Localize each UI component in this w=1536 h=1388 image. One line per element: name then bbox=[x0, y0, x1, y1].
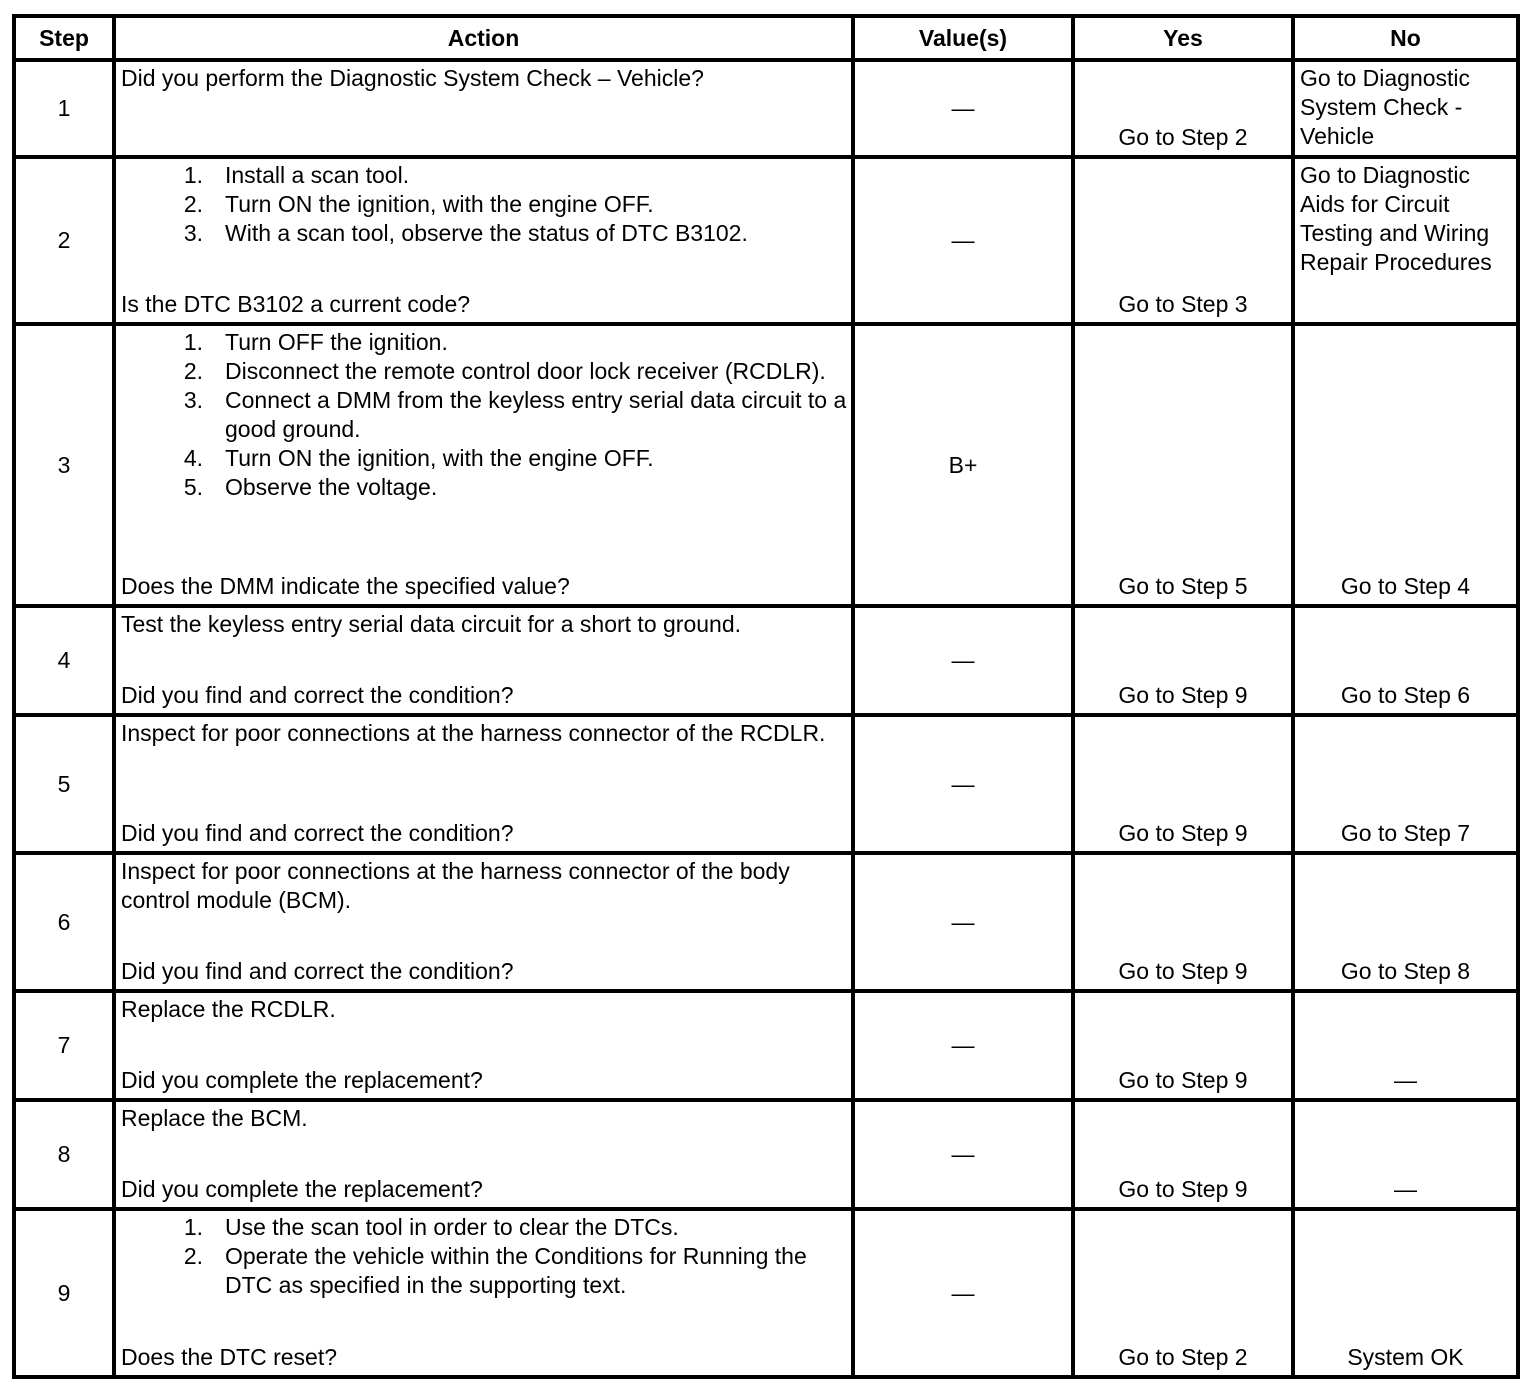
action-cell bbox=[114, 715, 853, 853]
yes-action: Go to Step 3 bbox=[1118, 291, 1248, 317]
action-step-number: 3. bbox=[183, 387, 203, 413]
step-number: 2 bbox=[14, 157, 114, 324]
table-row bbox=[14, 157, 1518, 324]
action-cell bbox=[114, 606, 853, 715]
action-step-item bbox=[121, 328, 847, 357]
no-action: Go to Step 8 bbox=[1340, 958, 1471, 984]
action-question: Did you find and correct the condition? bbox=[121, 958, 514, 984]
action-step-item bbox=[121, 357, 847, 386]
step-number: 3 bbox=[14, 324, 114, 606]
action-step-number: 5. bbox=[183, 474, 203, 500]
no-action: System OK bbox=[1347, 1344, 1464, 1370]
no-action: — bbox=[1394, 1067, 1417, 1093]
action-step-item bbox=[121, 219, 847, 248]
table-row bbox=[14, 1100, 1518, 1209]
action-step-text: Turn ON the ignition, with the engine OFF. bbox=[225, 445, 654, 471]
table-row bbox=[14, 324, 1518, 606]
action-step-text: Connect a DMM from the keyless entry serial data circuit to a good ground. bbox=[225, 387, 847, 442]
table-row bbox=[14, 1209, 1518, 1377]
yes-action: Go to Step 9 bbox=[1118, 1176, 1248, 1202]
table-row bbox=[14, 606, 1518, 715]
action-instructions bbox=[121, 161, 847, 248]
yes-action: Go to Step 9 bbox=[1118, 820, 1248, 846]
no-cell bbox=[1293, 324, 1518, 606]
yes-cell bbox=[1073, 1100, 1293, 1209]
yes-action: Go to Step 2 bbox=[1118, 124, 1248, 150]
no-cell bbox=[1293, 853, 1518, 991]
action-step-list bbox=[121, 1213, 847, 1300]
action-instructions bbox=[121, 995, 847, 1024]
yes-action: Go to Step 5 bbox=[1118, 573, 1248, 599]
action-step-list bbox=[121, 328, 847, 502]
header-step: Step bbox=[14, 16, 114, 60]
action-step-item bbox=[121, 444, 847, 473]
action-step-item bbox=[121, 386, 847, 444]
action-instructions bbox=[121, 1213, 847, 1300]
value-cell: — bbox=[853, 157, 1073, 324]
yes-cell bbox=[1073, 853, 1293, 991]
action-question: Did you find and correct the condition? bbox=[121, 682, 514, 708]
action-question: Does the DTC reset? bbox=[121, 1344, 338, 1370]
action-cell bbox=[114, 60, 853, 157]
value-cell: — bbox=[853, 60, 1073, 157]
action-step-text: Install a scan tool. bbox=[225, 162, 410, 188]
action-step-number: 1. bbox=[183, 1214, 203, 1240]
header-row bbox=[14, 16, 1518, 60]
yes-cell bbox=[1073, 324, 1293, 606]
action-step-item bbox=[121, 1213, 847, 1242]
yes-cell bbox=[1073, 60, 1293, 157]
step-number: 8 bbox=[14, 1100, 114, 1209]
yes-action: Go to Step 9 bbox=[1118, 958, 1248, 984]
value-cell: — bbox=[853, 991, 1073, 1100]
action-cell bbox=[114, 991, 853, 1100]
table-row bbox=[14, 853, 1518, 991]
action-cell bbox=[114, 157, 853, 324]
action-step-number: 2. bbox=[183, 358, 203, 384]
value-cell: — bbox=[853, 1209, 1073, 1377]
action-step-number: 1. bbox=[183, 162, 203, 188]
action-cell bbox=[114, 1100, 853, 1209]
step-number: 6 bbox=[14, 853, 114, 991]
action-step-number: 2. bbox=[183, 1243, 203, 1269]
no-cell bbox=[1293, 991, 1518, 1100]
no-action: Go to Step 7 bbox=[1340, 820, 1471, 846]
action-text: Test the keyless entry serial data circuit for a short to ground. bbox=[121, 611, 742, 637]
action-question: Is the DTC B3102 a current code? bbox=[121, 291, 471, 317]
yes-cell bbox=[1073, 606, 1293, 715]
diagnostic-table bbox=[12, 14, 1520, 1379]
table-row bbox=[14, 715, 1518, 853]
action-step-number: 1. bbox=[183, 329, 203, 355]
action-step-number: 3. bbox=[183, 220, 203, 246]
action-step-text: With a scan tool, observe the status of DTC B3102. bbox=[225, 220, 748, 246]
table-row bbox=[14, 60, 1518, 157]
action-instructions bbox=[121, 857, 847, 915]
no-action: Go to Step 4 bbox=[1340, 573, 1471, 599]
yes-cell bbox=[1073, 991, 1293, 1100]
action-step-text: Turn ON the ignition, with the engine OFF. bbox=[225, 191, 654, 217]
step-number: 5 bbox=[14, 715, 114, 853]
action-instructions bbox=[121, 328, 847, 502]
no-action: — bbox=[1394, 1176, 1417, 1202]
no-cell bbox=[1293, 606, 1518, 715]
action-step-item bbox=[121, 161, 847, 190]
yes-action: Go to Step 9 bbox=[1118, 682, 1248, 708]
header-action: Action bbox=[114, 16, 853, 60]
yes-action: Go to Step 9 bbox=[1118, 1067, 1248, 1093]
no-action: Go to Diagnostic Aids for Circuit Testing and Wiring Repair Procedures bbox=[1300, 162, 1492, 275]
step-number: 9 bbox=[14, 1209, 114, 1377]
yes-cell bbox=[1073, 715, 1293, 853]
value-cell: B+ bbox=[853, 324, 1073, 606]
yes-cell bbox=[1073, 1209, 1293, 1377]
action-step-text: Use the scan tool in order to clear the DTCs. bbox=[225, 1214, 679, 1240]
yes-action: Go to Step 2 bbox=[1118, 1344, 1248, 1370]
action-step-item bbox=[121, 473, 847, 502]
action-step-number: 2. bbox=[183, 191, 203, 217]
action-instructions bbox=[121, 719, 847, 748]
action-instructions bbox=[121, 610, 847, 639]
no-cell bbox=[1293, 157, 1518, 324]
action-step-text: Observe the voltage. bbox=[225, 474, 438, 500]
action-text: Did you perform the Diagnostic System Check – Vehicle? bbox=[121, 65, 704, 91]
action-step-text: Disconnect the remote control door lock receiver (RCDLR). bbox=[225, 358, 826, 384]
action-text: Inspect for poor connections at the harness connector of the body control module (BCM). bbox=[121, 858, 790, 913]
action-cell bbox=[114, 324, 853, 606]
value-cell: — bbox=[853, 715, 1073, 853]
action-question: Did you find and correct the condition? bbox=[121, 820, 514, 846]
action-step-item bbox=[121, 190, 847, 219]
no-action: Go to Step 6 bbox=[1340, 682, 1471, 708]
action-instructions bbox=[121, 1104, 847, 1133]
action-question: Did you complete the replacement? bbox=[121, 1067, 483, 1093]
step-number: 1 bbox=[14, 60, 114, 157]
step-number: 7 bbox=[14, 991, 114, 1100]
table-body bbox=[14, 60, 1518, 1377]
header-values: Value(s) bbox=[853, 16, 1073, 60]
no-cell bbox=[1293, 60, 1518, 157]
table-row bbox=[14, 991, 1518, 1100]
action-text: Replace the RCDLR. bbox=[121, 996, 336, 1022]
step-number: 4 bbox=[14, 606, 114, 715]
action-question: Did you complete the replacement? bbox=[121, 1176, 483, 1202]
action-question: Does the DMM indicate the specified value? bbox=[121, 573, 570, 599]
header-no: No bbox=[1293, 16, 1518, 60]
no-action: Go to Diagnostic System Check - Vehicle bbox=[1300, 65, 1471, 149]
action-cell bbox=[114, 853, 853, 991]
no-cell bbox=[1293, 1209, 1518, 1377]
value-cell: — bbox=[853, 1100, 1073, 1209]
no-cell bbox=[1293, 715, 1518, 853]
action-text: Replace the BCM. bbox=[121, 1105, 308, 1131]
action-instructions bbox=[121, 64, 847, 93]
action-step-text: Operate the vehicle within the Conditions for Running the DTC as specified in the supporting text. bbox=[225, 1243, 807, 1298]
action-cell bbox=[114, 1209, 853, 1377]
value-cell: — bbox=[853, 853, 1073, 991]
action-step-list bbox=[121, 161, 847, 248]
yes-cell bbox=[1073, 157, 1293, 324]
value-cell: — bbox=[853, 606, 1073, 715]
header-yes: Yes bbox=[1073, 16, 1293, 60]
action-step-item bbox=[121, 1242, 847, 1300]
action-step-text: Turn OFF the ignition. bbox=[225, 329, 448, 355]
no-cell bbox=[1293, 1100, 1518, 1209]
action-step-number: 4. bbox=[183, 445, 203, 471]
action-text: Inspect for poor connections at the harness connector of the RCDLR. bbox=[121, 720, 826, 746]
